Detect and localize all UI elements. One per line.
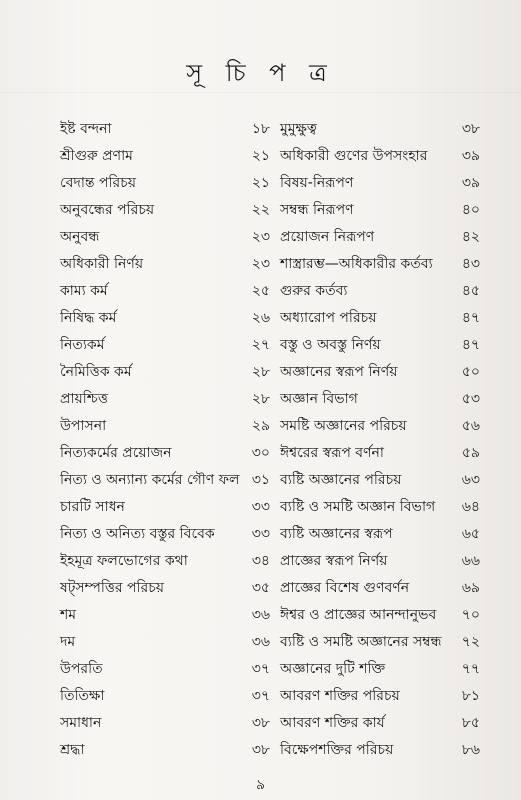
contents-label: ঈশ্বর ও প্রাজ্ঞের আনন্দানুভব <box>280 607 437 623</box>
contents-label: ষট্‌সম্পত্তির পরিচয় <box>60 580 164 596</box>
left-contents-column <box>60 116 270 764</box>
contents-page-number: ৫৯ <box>461 445 480 461</box>
contents-row <box>280 494 480 521</box>
contents-row <box>280 521 480 548</box>
contents-label: বস্তু ও অবস্তু নির্ণয় <box>280 337 381 353</box>
contents-page-number: ৭২ <box>461 634 480 650</box>
contents-page-number: ৩৮ <box>461 121 480 137</box>
contents-page-number: ৬৯ <box>461 580 480 596</box>
contents-label: দম <box>60 634 76 650</box>
contents-label: নৈমিত্তিক কর্ম <box>60 364 132 380</box>
contents-label: অনুবন্ধ <box>60 229 100 245</box>
contents-row <box>60 521 270 548</box>
contents-row <box>60 359 270 386</box>
contents-label: কাম্য কর্ম <box>60 283 108 299</box>
contents-label: আবরণ শক্তির পরিচয় <box>280 688 400 704</box>
contents-row <box>280 251 480 278</box>
contents-page-number: ৪৫ <box>461 283 480 299</box>
contents-row <box>60 413 270 440</box>
footer-page-number: ৯ <box>255 777 266 793</box>
contents-label: সমাধান <box>60 715 102 731</box>
contents-page-number: ২৭ <box>251 337 270 353</box>
contents-row <box>60 575 270 602</box>
contents-row <box>280 197 480 224</box>
contents-page-number: ৮১ <box>461 688 480 704</box>
contents-row <box>280 170 480 197</box>
contents-row <box>60 251 270 278</box>
contents-page-number: ৬৩ <box>461 472 480 488</box>
contents-page-number: ৫৬ <box>461 418 480 434</box>
contents-page-number: ৩১ <box>251 472 270 488</box>
contents-page-number: ৩৭ <box>251 661 270 677</box>
contents-page-number: ৩৮ <box>251 715 270 731</box>
contents-page-number: ৪০ <box>461 202 480 218</box>
contents-row <box>60 467 270 494</box>
contents-page-number: ২৫ <box>251 283 270 299</box>
contents-page-number: ৮৫ <box>461 715 480 731</box>
contents-label: ইহমূত্র ফলভোগের কথা <box>60 553 188 569</box>
contents-row <box>280 683 480 710</box>
contents-row <box>60 116 270 143</box>
contents-row <box>60 629 270 656</box>
contents-page-number: ৩০ <box>251 445 270 461</box>
contents-row <box>280 575 480 602</box>
contents-page-number: ৪৩ <box>461 256 480 272</box>
contents-row <box>280 440 480 467</box>
contents-row <box>280 710 480 737</box>
contents-page-number: ৩৪ <box>251 553 270 569</box>
contents-page-number: ২৯ <box>251 418 270 434</box>
contents-row <box>60 656 270 683</box>
contents-row <box>60 737 270 764</box>
contents-label: বিক্ষেপশক্তির পরিচয় <box>280 742 394 758</box>
contents-page-number: ৩৫ <box>251 580 270 596</box>
contents-label: ব্যষ্টি অজ্ঞানের পরিচয় <box>280 472 402 488</box>
contents-row <box>280 602 480 629</box>
contents-page-number: ২১ <box>251 175 270 191</box>
contents-page-number: ৩৯ <box>461 175 480 191</box>
contents-page-number: ৫৩ <box>461 391 480 407</box>
contents-label: অধিকারী নির্ণয় <box>60 256 144 272</box>
contents-page-number: ২৮ <box>251 364 270 380</box>
contents-row <box>280 305 480 332</box>
contents-page-number: ৩৬ <box>251 634 270 650</box>
contents-label: শ্রীগুরু প্রণাম <box>60 148 133 164</box>
contents-page-number: ৮৬ <box>461 742 480 758</box>
contents-row <box>60 278 270 305</box>
contents-row <box>280 413 480 440</box>
faint-show-through-line <box>0 92 521 93</box>
contents-page-number: ২২ <box>251 202 270 218</box>
contents-row <box>60 197 270 224</box>
contents-title: সূ চি প ত্র <box>186 59 335 87</box>
contents-page-number: ৩৯ <box>461 148 480 164</box>
contents-label: ঈশ্বরের স্বরূপ বর্ণনা <box>280 445 384 461</box>
contents-label: উপাসনা <box>60 418 107 434</box>
contents-label: প্রায়শ্চিত্ত <box>60 391 108 407</box>
contents-label: তিতিক্ষা <box>60 688 105 704</box>
contents-label: প্রাজ্ঞের বিশেষ গুণবর্ণন <box>280 580 410 596</box>
contents-page-number: ৭০ <box>461 607 480 623</box>
contents-row <box>60 494 270 521</box>
contents-row <box>280 278 480 305</box>
contents-page-number: ২৩ <box>251 256 270 272</box>
contents-row <box>280 359 480 386</box>
contents-row <box>280 656 480 683</box>
contents-label: চারটি সাধন <box>60 499 125 515</box>
contents-label: সম্বন্ধ নিরূপণ <box>280 202 354 218</box>
contents-page-number: ৭৭ <box>461 661 480 677</box>
contents-row <box>60 170 270 197</box>
contents-label: ব্যষ্টি ও সমষ্টি অজ্ঞান বিভাগ <box>280 499 436 515</box>
contents-page-number: ৫০ <box>461 364 480 380</box>
contents-row <box>280 116 480 143</box>
contents-page-number: ২৩ <box>251 229 270 245</box>
contents-row <box>280 143 480 170</box>
contents-page-number: ৩৬ <box>251 607 270 623</box>
contents-page-number: ৩৭ <box>251 688 270 704</box>
contents-page-number: ৪৭ <box>461 310 480 326</box>
contents-label: নিষিদ্ধ কর্ম <box>60 310 117 326</box>
contents-page-number: ৬৬ <box>461 553 480 569</box>
contents-row <box>60 305 270 332</box>
contents-label: অজ্ঞানের স্বরূপ নির্ণয় <box>280 364 398 380</box>
contents-label: নিত্যকর্ম <box>60 337 105 353</box>
contents-label: নিত্য ও অনিত্য বস্তুর বিবেক <box>60 526 215 542</box>
contents-page-number: ৬৪ <box>461 499 480 515</box>
contents-label: ব্যষ্টি অজ্ঞানের স্বরূপ <box>280 526 393 542</box>
contents-page-number: ৩৩ <box>251 499 270 515</box>
contents-label: সমষ্টি অজ্ঞানের পরিচয় <box>280 418 407 434</box>
contents-page-number: ৪২ <box>461 229 480 245</box>
contents-page-number: ১৮ <box>251 121 270 137</box>
contents-label: প্রাজ্ঞের স্বরূপ নির্ণয় <box>280 553 388 569</box>
contents-row <box>280 467 480 494</box>
contents-label: ব্যষ্টি ও সমষ্টি অজ্ঞানের সম্বন্ধ <box>280 634 442 650</box>
contents-label: প্রয়োজন নিরূপণ <box>280 229 375 245</box>
right-contents-column <box>280 116 480 764</box>
contents-label: ইষ্ট বন্দনা <box>60 121 112 137</box>
contents-page-number: ৪৭ <box>461 337 480 353</box>
contents-label: গুরুর কর্তব্য <box>280 283 348 299</box>
contents-row <box>280 224 480 251</box>
contents-row <box>280 332 480 359</box>
contents-label: অধ্যারোপ পরিচয় <box>280 310 377 326</box>
contents-label: বেদান্ত পরিচয় <box>60 175 136 191</box>
contents-page-number: ৩৩ <box>251 526 270 542</box>
contents-label: অজ্ঞানের দুটি শক্তি <box>280 661 386 677</box>
contents-page-number: ২১ <box>251 148 270 164</box>
contents-label: মুমুক্ষুত্ব <box>280 121 317 137</box>
contents-label: শ্রদ্ধা <box>60 742 85 758</box>
contents-label: উপরতি <box>60 661 103 677</box>
contents-row <box>60 602 270 629</box>
contents-page-number: ৩৮ <box>251 742 270 758</box>
contents-page-number: ৬৫ <box>461 526 480 542</box>
contents-row <box>60 386 270 413</box>
contents-label: অনুবন্ধের পরিচয় <box>60 202 155 218</box>
contents-row <box>60 440 270 467</box>
contents-row <box>60 143 270 170</box>
contents-row <box>60 224 270 251</box>
contents-page-number: ২৬ <box>251 310 270 326</box>
contents-row <box>60 332 270 359</box>
contents-row <box>60 710 270 737</box>
contents-row <box>60 683 270 710</box>
contents-label: অজ্ঞান বিভাগ <box>280 391 358 407</box>
contents-page-number: ২৮ <box>251 391 270 407</box>
contents-label: আবরণ শক্তির কার্য <box>280 715 385 731</box>
contents-label: অধিকারী গুণের উপসংহার <box>280 148 428 164</box>
contents-label: নিত্যকর্মের প্রয়োজন <box>60 445 172 461</box>
contents-row <box>280 386 480 413</box>
contents-row <box>60 548 270 575</box>
contents-label: নিত্য ও অন্যান্য কর্মের গৌণ ফল <box>60 472 240 488</box>
contents-row <box>280 629 480 656</box>
contents-label: বিষয়-নিরূপণ <box>280 175 354 191</box>
contents-row <box>280 737 480 764</box>
contents-row <box>280 548 480 575</box>
contents-label: শম <box>60 607 77 623</box>
contents-label: শাস্ত্রারম্ভ—অধিকারীর কর্তব্য <box>280 256 433 272</box>
